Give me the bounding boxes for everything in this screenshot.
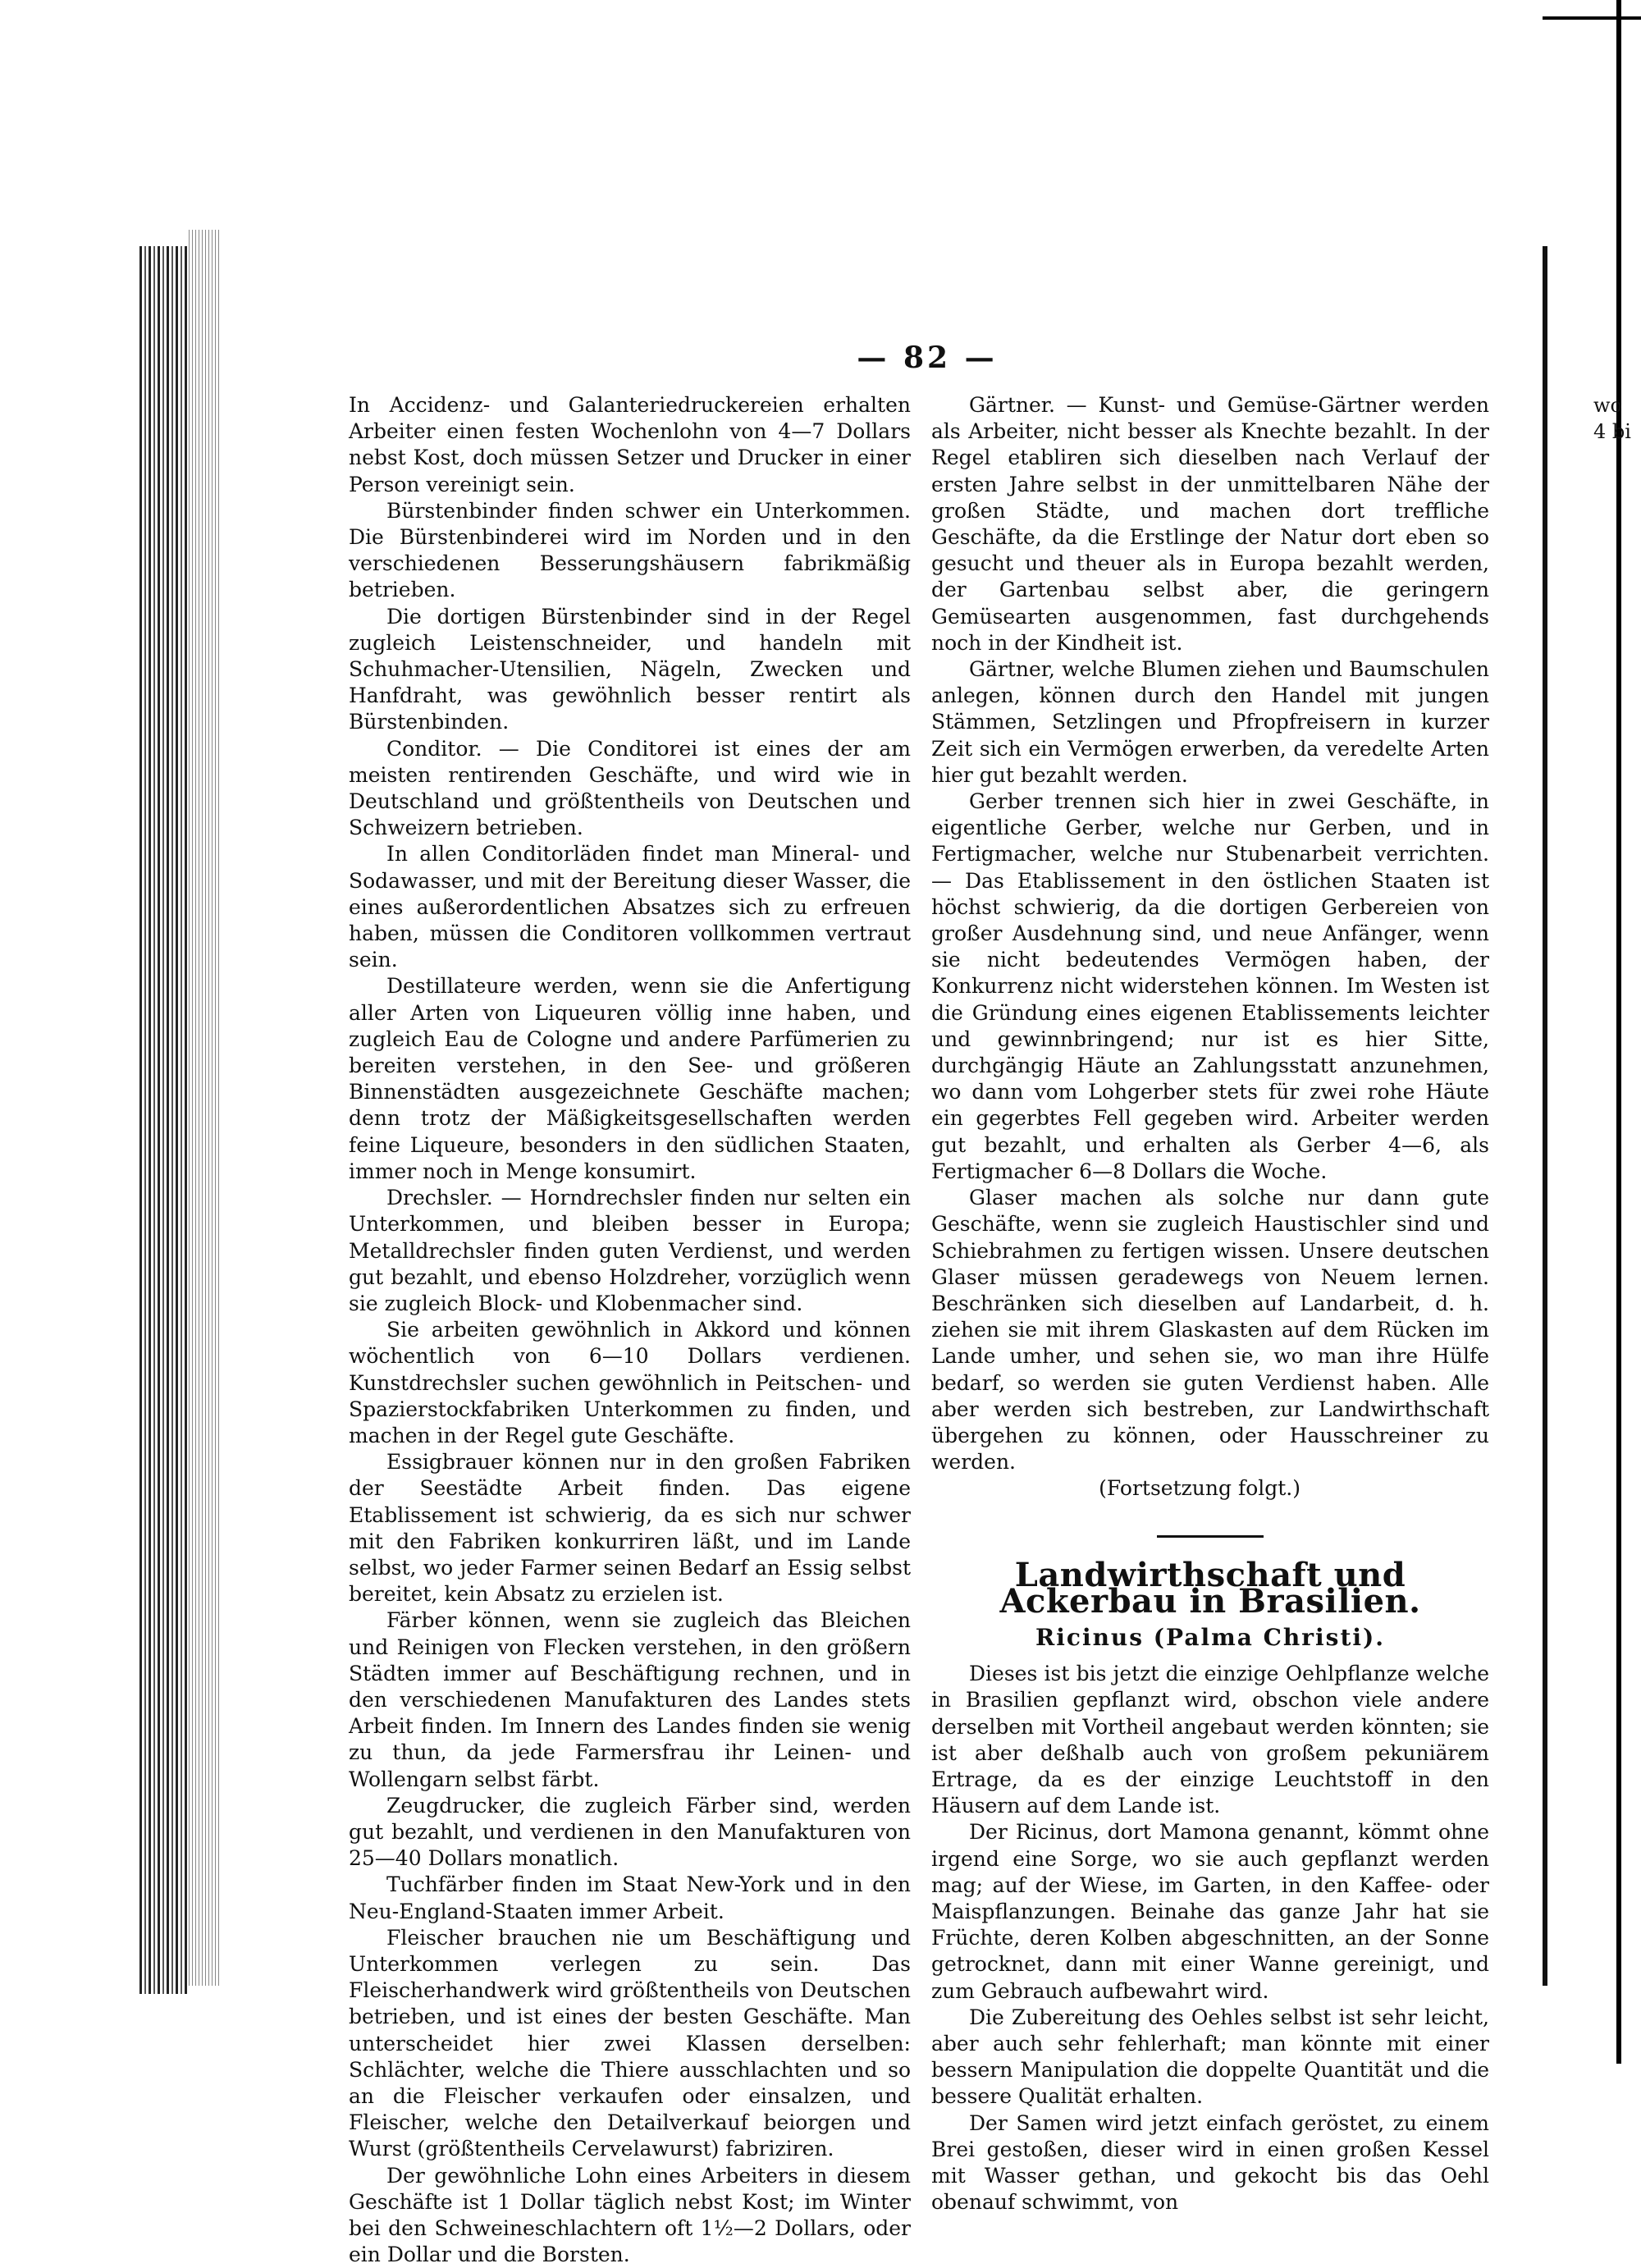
scan-border-top xyxy=(1543,16,1641,20)
section-title: Landwirthschaft und Ackerbau in Brasilien. xyxy=(999,1555,1421,1621)
paragraph: Glaser machen als solche nur dann gute Geschäfte, wenn sie zugleich Haustischler sind und Schiebrahmen zu fertigen wissen. Unsere deutschen Glaser müssen geradewegs von Neuem lernen. Beschränken sich dieselben auf Landarbeit, d. h. ziehen sie mit ihrem Glaskasten auf dem Rücken im Lande umher, und sehen sie, wo man ihre Hülfe bedarf, so werden sie guten Verdienst haben. Alle aber werden sich bestreben, zur Landwirthschaft übergehen zu können, oder Hausschreiner zu werden. xyxy=(931,1186,1489,1475)
next-page-fragment xyxy=(1593,392,1641,445)
page-number: — 82 — xyxy=(857,341,998,375)
paragraph: Der Samen wird jetzt einfach geröstet, zu einem Brei gestoßen, dieser wird in einen großen Kessel mit Wasser gethan, und gekocht bis das Oehl obenauf schwimmt, von xyxy=(931,2110,1489,2215)
section-paragraphs xyxy=(931,1661,1489,2215)
paragraph: Sie arbeiten gewöhnlich in Akkord und können wöchentlich von 6—10 Dollars verdienen. Kunstdrechsler suchen gewöhnlich in Peitschen- und Spazierstockfabriken Unterkommen zu finden, und machen in der Regel gute Geschäfte. xyxy=(349,1318,911,1447)
continuation-note: (Fortsetzung folgt.) xyxy=(1099,1476,1300,1501)
left-column xyxy=(349,392,911,2268)
right-column-paragraphs xyxy=(931,392,1489,1475)
right-column xyxy=(931,392,1489,2215)
scan-border-right xyxy=(1616,0,1621,2064)
paragraph: Der gewöhnliche Lohn eines Arbeiters in diesem Geschäfte ist 1 Dollar täglich nebst Kost; im Winter bei den Schweineschlachtern oft 1½—2 Dollars, oder ein Dollar und die Borsten. xyxy=(349,2163,911,2267)
margin-line: wo xyxy=(1593,394,1622,417)
paragraph: Fleischer brauchen nie um Beschäftigung und Unterkommen verlegen zu sein. Das Fleischerhandwerk wird größtentheils von Deutschen betrieben, und ist eines der besten Geschäfte. Man unterscheidet hier zwei Klassen derselben: Schlächter, welche die Thiere ausschlachten und so an die Fleischer verkaufen oder einsalzen, und Fleischer, welche den Detailverkauf beiorgen und Wurst (größtentheils Cervelawurst) fabriziren. xyxy=(349,1925,911,2161)
paragraph: Gerber trennen sich hier in zwei Geschäfte, in eigentliche Gerber, welche nur Gerben, und in Fertigmacher, welche nur Stubenarbeit verrichten. — Das Etablissement in den östlichen Staaten ist höchst schwierig, da die dortigen Gerbereien von großer Ausdehnung sind, und neue Anfänger, wenn sie nicht bedeutendes Vermögen haben, der Konkurrenz nicht widerstehen können. Im Westen ist die Gründung eines eigenen Etablissements leichter und gewinnbringend; nur ist es hier Sitte, durchgängig Häute an Zahlungsstatt anzunehmen, wo dann vom Lohgerber stets für zwei rohe Häute ein gegerbtes Fell gegeben wird. Arbeiter werden gut bezahlt, und erhalten als Gerber 4—6, als Fertigmacher 6—8 Dollars die Woche. xyxy=(931,789,1489,1183)
section-divider xyxy=(1157,1535,1264,1538)
paragraph: Gärtner. — Kunst- und Gemüse-Gärtner werden als Arbeiter, nicht besser als Knechte bezahlt. In der Regel etabliren sich dieselben nach Verlauf der ersten Jahre selbst in der unmittelbaren Nähe der großen Städte, und machen dort treffliche Geschäfte, da die Erstlinge der Natur dort eben so gesucht und theuer als in Europa bezahlt werden, der Gartenbau selbst aber, die geringern Gemüsearten ausgenommen, fast durchgehends noch in der Kindheit ist. xyxy=(931,393,1489,655)
paragraph: Essigbrauer können nur in den großen Fabriken der Seestädte Arbeit finden. Das eigene Etablissement ist schwierig, da es sich nur schwer mit den Fabriken konkurriren läßt, und im Lande selbst, wo jeder Farmer seinen Bedarf an Essig selbst bereitet, kein Absatz zu erzielen ist. xyxy=(349,1450,911,1607)
book-edge-pages xyxy=(189,230,222,1986)
paragraph: Die dortigen Bürstenbinder sind in der Regel zugleich Leistenschneider, und handeln mit Schuhmacher-Utensilien, Nägeln, Zwecken und Hanfdraht, was gewöhnlich besser rentirt als Bürstenbinden. xyxy=(349,604,911,734)
paragraph: Gärtner, welche Blumen ziehen und Baumschulen anlegen, können durch den Handel mit jungen Stämmen, Setzlingen und Pfropfreisern in kurzer Zeit sich ein Vermögen erwerben, da veredelte Arten hier gut bezahlt werden. xyxy=(931,657,1489,787)
paragraph: Färber können, wenn sie zugleich das Bleichen und Reinigen von Flecken verstehen, in den größern Städten immer auf Beschäftigung rechnen, und in den verschiedenen Manufakturen des Landes stets Arbeit finden. Im Innern des Landes finden sie wenig zu thun, da jede Farmersfrau ihr Leinen- und Wollengarn selbst färbt. xyxy=(349,1608,911,1791)
book-edge xyxy=(139,246,189,1994)
paragraph: Tuchfärber finden im Staat New-York und in den Neu-England-Staaten immer Arbeit. xyxy=(349,1872,911,1923)
paragraph: Conditor. — Die Conditorei ist eines der am meisten rentirenden Geschäfte, und wird wie in Deutschland und größtentheils von Deutschen und Schweizern betrieben. xyxy=(349,736,911,840)
paragraph: Der Ricinus, dort Mamona genannt, kömmt ohne irgend eine Sorge, wo sie auch gepflanzt werden mag; auf der Wiese, im Garten, in den Kaffee- oder Maispflanzungen. Beinahe das ganze Jahr hat sie Früchte, deren Kolben abgeschnitten, an der Sonne getrocknet, dann mit einer Wanne gereinigt, und zum Gebrauch aufbewahrt wird. xyxy=(931,1820,1489,2003)
margin-line: 4 bi xyxy=(1593,420,1631,443)
paragraph: In Accidenz- und Galanteriedruckereien erhalten Arbeiter einen festen Wochenlohn von 4—7 Dollars nebst Kost, doch müssen Setzer und Drucker in einer Person vereinigt sein. xyxy=(349,393,911,496)
paragraph: Dieses ist bis jetzt die einzige Oehlpflanze welche in Brasilien gepflanzt wird, obschon viele andere derselben mit Vortheil angebaut werden könnten; sie ist aber deßhalb auch von großem pekuniärem Ertrage, da es der einzige Leuchtstoff in den Häusern auf dem Lande ist. xyxy=(931,1662,1489,1818)
section-subtitle: Ricinus (Palma Christi). xyxy=(1035,1623,1386,1651)
page-gutter xyxy=(1543,246,1547,1986)
paragraph: Drechsler. — Horndrechsler finden nur selten ein Unterkommen, und bleiben besser in Europa; Metalldrechsler finden guten Verdienst, und werden gut bezahlt, und ebenso Holzdreher, vorzüglich wenn sie zugleich Block- und Klobenmacher sind. xyxy=(349,1186,911,1315)
paragraph: Destillateure werden, wenn sie die Anfertigung aller Arten von Liqueuren völlig inne haben, und zugleich Eau de Cologne und andere Parfümerien zu bereiten verstehen, in den See- und größeren Binnenstädten ausgezeichnete Geschäfte machen; denn trotz der Mäßigkeitsgesellschaften werden feine Liqueure, besonders in den südlichen Staaten, immer noch in Menge konsumirt. xyxy=(349,974,911,1183)
paragraph: In allen Conditorläden findet man Mineral- und Sodawasser, und mit der Bereitung dieser Wasser, die eines außerordentlichen Absatzes sich zu erfreuen haben, müssen die Conditoren vollkommen vertraut sein. xyxy=(349,842,911,972)
paragraph: Die Zubereitung des Oehles selbst ist sehr leicht, aber auch sehr fehlerhaft; man könnte mit einer bessern Manipulation die doppelte Quantität und die bessere Qualität erhalten. xyxy=(931,2005,1489,2109)
paragraph: Bürstenbinder finden schwer ein Unterkommen. Die Bürstenbinderei wird im Norden und in den verschiedenen Besserungshäusern fabrikmäßig betrieben. xyxy=(349,498,911,602)
paragraph: Zeugdrucker, die zugleich Färber sind, werden gut bezahlt, und verdienen in den Manufakturen von 25—40 Dollars monatlich. xyxy=(349,1793,911,1871)
